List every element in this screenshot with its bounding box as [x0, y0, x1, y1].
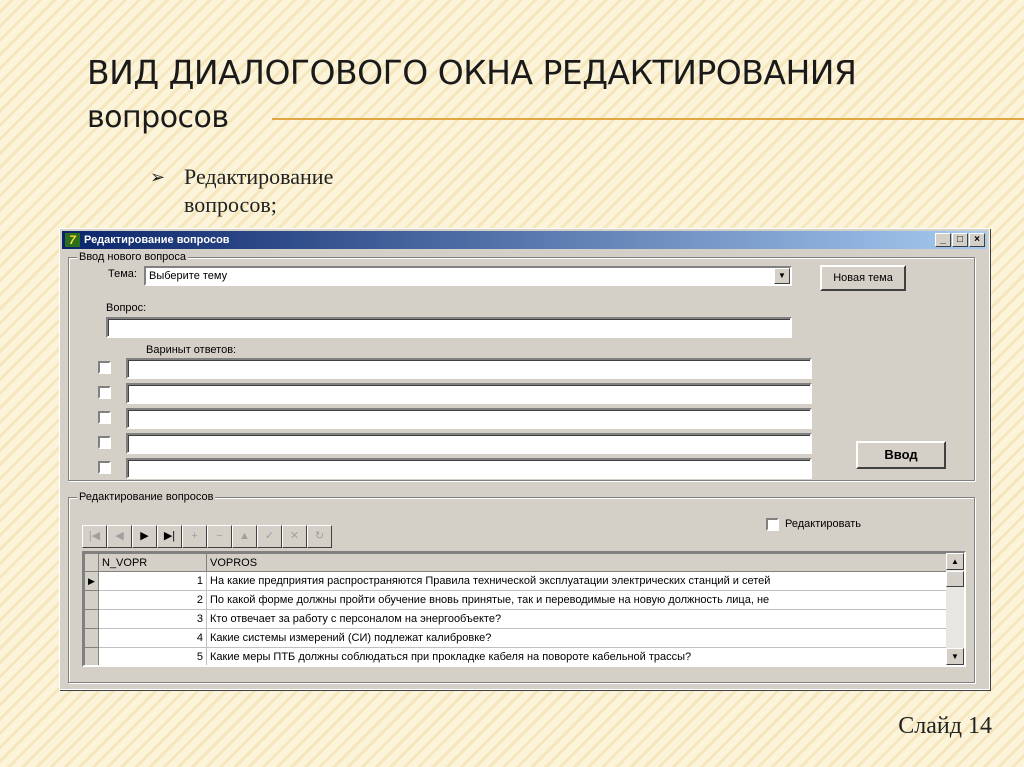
question-input[interactable]	[106, 317, 792, 338]
topic-select[interactable]	[144, 266, 792, 286]
scroll-thumb[interactable]	[946, 571, 964, 587]
answers-label: Вариныт ответов:	[146, 344, 237, 356]
cell-n-vopr[interactable]: 2	[99, 591, 207, 610]
cell-n-vopr[interactable]: 5	[99, 648, 207, 667]
column-header-vopros[interactable]: VOPROS	[207, 554, 947, 572]
cell-n-vopr[interactable]: 3	[99, 610, 207, 629]
post-record-icon[interactable]: ✓	[257, 525, 282, 548]
slide-title-line1: ВИД ДИАЛОГОВОГО ОКНА РЕДАКТИРОВАНИЯ	[87, 53, 857, 92]
row-indicator	[85, 610, 99, 629]
answer-input-4[interactable]	[126, 433, 812, 454]
grid-vertical-scrollbar[interactable]	[946, 553, 964, 665]
chevron-down-icon[interactable]: ▼	[774, 268, 790, 284]
table-row[interactable]	[85, 610, 947, 629]
answer-correct-checkbox-1[interactable]	[98, 361, 111, 374]
edit-mode-label: Редактировать	[785, 518, 861, 530]
answer-correct-checkbox-5[interactable]	[98, 461, 111, 474]
answer-input-1[interactable]	[126, 358, 812, 379]
answer-correct-checkbox-3[interactable]	[98, 411, 111, 424]
submit-button[interactable]: Ввод	[856, 441, 946, 469]
row-indicator	[85, 591, 99, 610]
scroll-up-icon[interactable]: ▲	[946, 553, 964, 570]
first-record-icon[interactable]: |◀	[82, 525, 107, 548]
table-header-row	[85, 554, 947, 572]
question-label: Вопрос:	[106, 302, 147, 314]
row-indicator-header	[85, 554, 99, 572]
column-header-n-vopr[interactable]: N_VOPR	[99, 554, 207, 572]
slide-title-line2: вопросов	[87, 100, 229, 135]
answer-correct-checkbox-4[interactable]	[98, 436, 111, 449]
questions-grid[interactable]	[82, 551, 966, 667]
app-logo-icon: 7	[65, 233, 80, 247]
cell-vopros[interactable]: Какие системы измерений (СИ) подлежат калибровке?	[207, 629, 947, 648]
window-controls	[935, 233, 985, 247]
new-question-group	[68, 251, 975, 481]
row-indicator	[85, 629, 99, 648]
bullet-arrow-icon: ➢	[150, 167, 166, 187]
cell-vopros[interactable]: На какие предприятия распространяются Правила технической эксплуатации электрических станций и сетей	[207, 572, 947, 591]
close-icon[interactable]: ×	[969, 233, 985, 247]
answer-input-2[interactable]	[126, 383, 812, 404]
answer-correct-checkbox-2[interactable]	[98, 386, 111, 399]
new-question-group-label: Ввод нового вопроса	[79, 251, 187, 263]
table-row[interactable]	[85, 629, 947, 648]
edit-questions-group-label: Редактирование вопросов	[79, 491, 214, 503]
db-navigator	[82, 525, 332, 548]
current-row-indicator-icon: ▶	[85, 572, 99, 591]
new-topic-button[interactable]: Новая тема	[820, 265, 906, 291]
table-row[interactable]	[85, 591, 947, 610]
slide-number: Слайд 14	[898, 713, 992, 739]
prior-record-icon[interactable]: ◀	[107, 525, 132, 548]
slide-title	[87, 50, 937, 140]
insert-record-icon[interactable]: +	[182, 525, 207, 548]
topic-select-value: Выберите тему	[149, 270, 228, 282]
dialog-window	[59, 228, 990, 690]
minimize-icon[interactable]: _	[935, 233, 951, 247]
bullet-text: Редактирование вопросов;	[184, 164, 334, 217]
delete-record-icon[interactable]: −	[207, 525, 232, 548]
table-row[interactable]	[85, 648, 947, 667]
last-record-icon[interactable]: ▶|	[157, 525, 182, 548]
cell-vopros[interactable]: По какой форме должны пройти обучение вновь принятые, так и переводимые на новую должность лица, не	[207, 591, 947, 610]
cell-vopros[interactable]: Кто отвечает за работу с персоналом на энергообъекте?	[207, 610, 947, 629]
scroll-down-icon[interactable]: ▼	[946, 648, 964, 665]
answer-input-5[interactable]	[126, 458, 812, 479]
cell-n-vopr[interactable]: 4	[99, 629, 207, 648]
edit-record-icon[interactable]: ▲	[232, 525, 257, 548]
window-title: Редактирование вопросов	[84, 234, 230, 246]
row-indicator	[85, 648, 99, 667]
refresh-record-icon[interactable]: ↻	[307, 525, 332, 548]
cancel-record-icon[interactable]: ✕	[282, 525, 307, 548]
title-underline	[272, 118, 1024, 120]
next-record-icon[interactable]: ▶	[132, 525, 157, 548]
window-titlebar[interactable]	[62, 231, 987, 249]
topic-label: Тема:	[108, 268, 137, 280]
table-row[interactable]	[85, 572, 947, 591]
edit-mode-checkbox[interactable]	[766, 518, 779, 531]
answer-input-3[interactable]	[126, 408, 812, 429]
cell-vopros[interactable]: Какие меры ПТБ должны соблюдаться при прокладке кабеля на повороте кабельной трассы?	[207, 648, 947, 667]
maximize-icon[interactable]: □	[952, 233, 968, 247]
questions-table	[84, 553, 947, 667]
cell-n-vopr[interactable]: 1	[99, 572, 207, 591]
